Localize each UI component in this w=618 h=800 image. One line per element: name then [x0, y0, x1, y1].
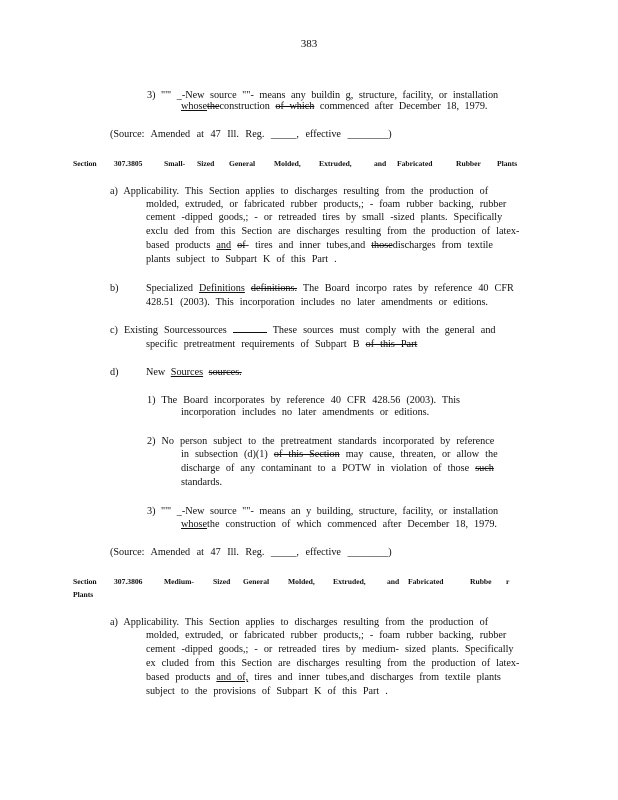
section-title-word: and: [374, 159, 387, 168]
subsection-b-label: b): [110, 283, 119, 294]
applicability-line: cement -dipped goods,; - or retreaded tires by medium- sized plants. Specifically: [146, 644, 514, 655]
section-title-word: Fabricated: [397, 159, 433, 168]
source-note: (Source: Amended at 47 Ill. Reg. _____, effective ________): [110, 547, 392, 558]
section-title-word: Rubbe: [470, 577, 492, 586]
section-title-word: Sized: [213, 577, 231, 586]
applicability-line: molded, extruded, or fabricated rubber products,; - foam rubber backing, rubber: [146, 199, 507, 210]
deleted-text: of this Section: [273, 449, 340, 460]
new-sources-item-1: incorporation includes no later amendments or editions.: [181, 407, 430, 418]
section-number: 307.3805: [114, 159, 143, 168]
new-sources-item-1: 1) The Board incorporates by reference 40 CFR 428.56 (2003). This: [147, 395, 461, 406]
applicability-line: a) Applicability. This Section applies to discharges resulting from the production of: [110, 617, 489, 628]
inserted-text: whose: [181, 101, 208, 112]
applicability-line: based products and of, tires and inner tubes,and discharges from textile plants: [146, 672, 501, 683]
section-title-word: Extruded,: [319, 159, 352, 168]
inserted-text: and: [216, 240, 232, 251]
applicability-line: molded, extruded, or fabricated rubber products,; - foam rubber backing, rubber: [146, 630, 507, 641]
section-title-word: Plants: [497, 159, 518, 168]
inserted-text: Definitions: [199, 283, 245, 294]
existing-sources-line: c) Existing Sourcessources These sources must comply with the general and: [110, 325, 496, 336]
applicability-line: subject to the provisions of Subpart K of this Part .: [146, 686, 388, 697]
inserted-text: and of,: [216, 672, 249, 683]
applicability-line: exclu ded from this Section are discharges resulting from the production of latex-: [146, 226, 520, 237]
definitions-line: 428.51 (2003). This incorporation includes no later amendments or editions.: [146, 297, 488, 308]
section-title-word: Molded,: [274, 159, 301, 168]
new-source-definition-line-2: whosethe construction of which commenced after December 18, 1979.: [181, 519, 497, 530]
section-title-word: and: [387, 577, 400, 586]
section-title-word: Fabricated: [408, 577, 444, 586]
applicability-line: cement -dipped goods,; - or retreaded tires by small -sized plants. Specifically: [146, 212, 503, 223]
section-title-word: Sized: [197, 159, 215, 168]
applicability-line: based products and of- tires and inner tubes,and thosedischarges from textile: [146, 240, 493, 251]
deleted-text: definitions.: [250, 283, 298, 294]
deleted-text: the: [207, 101, 220, 112]
inserted-text: Sources: [170, 367, 204, 378]
section-title-word: Plants: [73, 590, 94, 599]
source-note: (Source: Amended at 47 Ill. Reg. _____, effective ________): [110, 129, 392, 140]
section-title-word: Small-: [164, 159, 186, 168]
deleted-text: sources.: [208, 367, 242, 378]
section-label: Section: [73, 159, 97, 168]
applicability-line: ex cluded from this Section are discharges resulting from the production of latex-: [146, 658, 520, 669]
new-sources-heading: New Sources sources.: [146, 367, 242, 378]
deleted-text: such: [475, 463, 494, 474]
new-sources-item-2: in subsection (d)(1) of this Section may cause, threaten, or allow the: [181, 449, 498, 460]
new-source-definition-line-1: 3) "'" _-New source ""- means an y building, structure, facility, or installation: [147, 506, 499, 517]
section-title-word: r: [506, 577, 510, 586]
page-number: 383: [300, 38, 318, 50]
section-title-word: General: [229, 159, 256, 168]
new-sources-item-2: standards.: [181, 477, 223, 488]
deleted-text: of which: [275, 101, 315, 112]
section-number: 307.3806: [114, 577, 143, 586]
new-source-definition-line-1: 3) "'" _-New source ""- means any buildin g, structure, facility, or installation: [147, 90, 499, 101]
section-title-word: General: [243, 577, 270, 586]
deleted-text: of: [237, 240, 246, 251]
inserted-text: whose: [181, 519, 208, 530]
section-title-word: Rubber: [456, 159, 481, 168]
section-label: Section: [73, 577, 97, 586]
new-sources-item-2: discharge of any contaminant to a POTW in violation of those such: [181, 463, 494, 474]
subsection-d-label: d): [110, 367, 119, 378]
section-title-word: Extruded,: [333, 577, 366, 586]
applicability-line: plants subject to Subpart K of this Part .: [146, 254, 337, 265]
section-title-word: Medium-: [164, 577, 194, 586]
definitions-line: Specialized Definitions definitions. The Board incorpo rates by reference 40 CFR: [146, 283, 514, 294]
new-sources-item-2: 2) No person subject to the pretreatment standards incorporated by reference: [147, 436, 495, 447]
deleted-dash: [233, 326, 267, 333]
new-source-definition-line-2: whosetheconstruction of which commenced after December 18, 1979.: [181, 101, 488, 112]
deleted-text: those: [371, 240, 393, 251]
section-title-word: Molded,: [288, 577, 315, 586]
applicability-line: a) Applicability. This Section applies to discharges resulting from the production of: [110, 186, 489, 197]
existing-sources-line: specific pretreatment requirements of Subpart B of this Part: [146, 339, 418, 350]
deleted-text: of this Part: [365, 339, 418, 350]
